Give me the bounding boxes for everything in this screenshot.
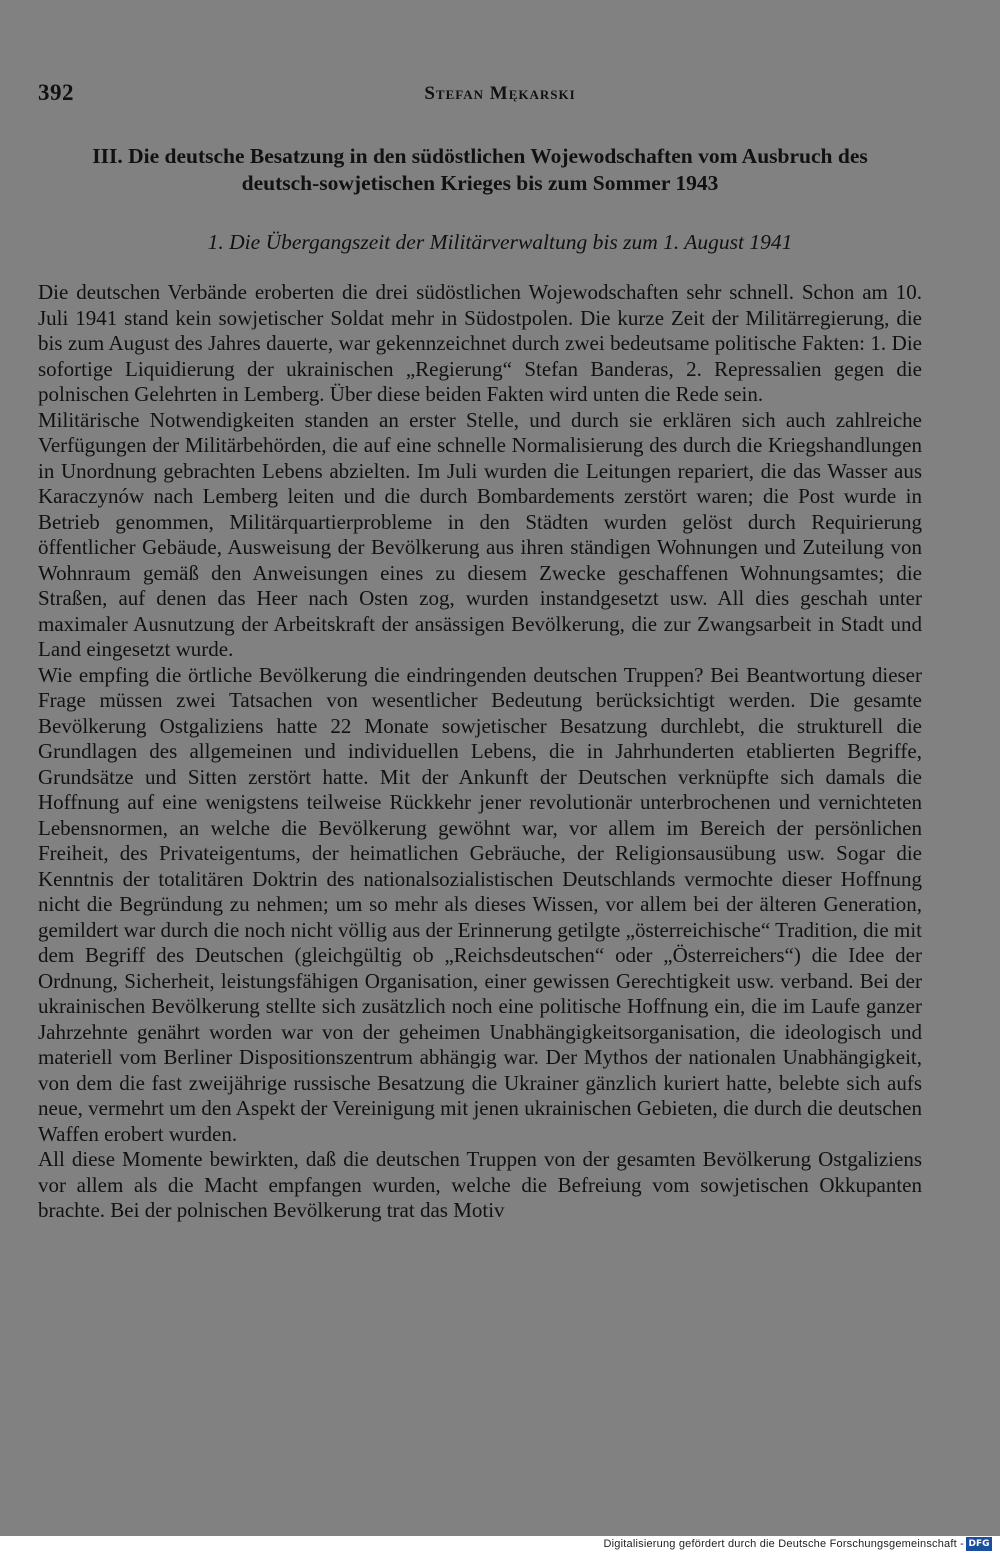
section-title-line-1: III. Die deutsche Besatzung in den südöstlichen Wojewodschaften vom Ausbruch des	[92, 144, 868, 168]
paragraph: All diese Momente bewirkten, daß die deutschen Truppen von der gesamten Bevölkerung Ostgaliziens vor allem als die Macht empfangen wurden, welche die Befreiung vom sowjetischen Okkupanten brachte. Bei der polnischen Bevölkerung trat das Motiv	[38, 1147, 922, 1222]
paragraph: Wie empfing die örtliche Bevölkerung die eindringenden deutschen Truppen? Bei Beantwortung dieser Frage müssen zwei Tatsachen von wesentlicher Bedeutung berücksichtigt werden. Die gesamte Bevölkerung Ostgaliziens hatte 22 Monate sowjetischer Besatzung durchlebt, die strukturell die Grundlagen des allgemeinen und individuellen Lebens, die in Jahrhunderten etablierten Begriffe, Grundsätze und Sitten zerstört hatte. Mit der Ankunft der Deutschen verknüpfte sich damals die Hoffnung auf eine wenigstens teilweise Rückkehr jener revolutionär unterbrochenen und vernichteten Lebensnormen, an welche die Bevölkerung gewöhnt war, vor allem im Bereich der persönlichen Freiheit, des Privateigentums, der heimatlichen Gebräuche, der Religionsausübung usw. Sogar die Kenntnis der totalitären Doktrin des nationalsozialistischen Deutschlands vermochte dieser Hoffnung nicht die Begründung zu nehmen; um so mehr als dieses Wissen, vor allem bei der älteren Generation, gemildert war durch die noch nicht völlig aus der Erinnerung getilgte „österreichische“ Tradition, die mit dem Begriff des Deutschen (gleichgültig ob „Reichsdeutschen“ oder „Österreichers“) die Idee der Ordnung, Sicherheit, leistungsfähigen Organisation, einer gewissen Gerechtigkeit usw. verband. Bei der ukrainischen Bevölkerung stellte sich zusätzlich noch eine politische Hoffnung ein, die im Laufe ganzer Jahrzehnte genährt worden war von der geheimen Unabhängigkeitsorganisation, die ideologisch und materiell vom Berliner Dispositionszentrum abhängig war. Der Mythos der nationalen Unabhängigkeit, von dem die fast zweijährige russische Besatzung die Ukrainer gänzlich kuriert hatte, belebte sich aufs neue, vermehrt um den Aspekt der Vereinigung mit jenen ukrainischen Gebieten, die durch die deutschen Waffen erobert wurden.	[38, 662, 922, 1146]
digitization-credit: Digitalisierung gefördert durch die Deutsche Forschungsgemeinschaft -	[603, 1538, 964, 1550]
dfg-logo: DFG	[966, 1537, 992, 1551]
paragraph: Militärische Notwendigkeiten standen an erster Stelle, und durch sie erklären sich auch zahlreiche Verfügungen der Militärbehörden, die auf eine schnelle Normalisierung des durch die Kriegshandlungen in Unordnung gebrachten Lebens abzielten. Im Juli wurden die Leitungen repariert, die das Wasser aus Karaczynów nach Lemberg leiten und die durch Bombardements zerstört waren; die Post wurde in Betrieb genommen, Militärquartierprobleme in den Städten wurden gelöst durch Requirierung öffentlicher Gebäude, Ausweisung der Bevölkerung aus ihren ständigen Wohnungen und Zuteilung von Wohnraum gemäß den Anweisungen eines zu diesem Zwecke geschaffenen Wohnungsamtes; die Straßen, auf denen das Heer nach Osten zog, wurden instandgesetzt usw. All dies geschah unter maximaler Ausnutzung der Arbeitskraft der ansässigen Bevölkerung, die zur Zwangsarbeit in Stadt und Land eingesetzt wurde.	[38, 407, 922, 661]
subsection-title: 1. Die Übergangszeit der Militärverwaltung bis zum 1. August 1941	[207, 230, 793, 254]
section-title-line-2: deutsch-sowjetischen Krieges bis zum Sommer 1943	[241, 171, 719, 195]
body-text	[38, 280, 922, 1224]
section-title	[38, 143, 922, 197]
running-head-author: Stefan Mękarski	[424, 83, 576, 104]
paragraph: Die deutschen Verbände eroberten die drei südöstlichen Wojewodschaften sehr schnell. Schon am 10. Juli 1941 stand kein sowjetischer Soldat mehr in Südostpolen. Die kurze Zeit der Militärregierung, die bis zum August des Jahres dauerte, war gekennzeichnet durch zwei bedeutsame politische Fakten: 1. Die sofortige Liquidierung der ukrainischen „Regierung“ Stefan Banderas, 2. Repressalien gegen die polnischen Gelehrten in Lemberg. Über diese beiden Fakten wird unten die Rede sein.	[38, 280, 922, 406]
page-number: 392	[38, 80, 74, 105]
